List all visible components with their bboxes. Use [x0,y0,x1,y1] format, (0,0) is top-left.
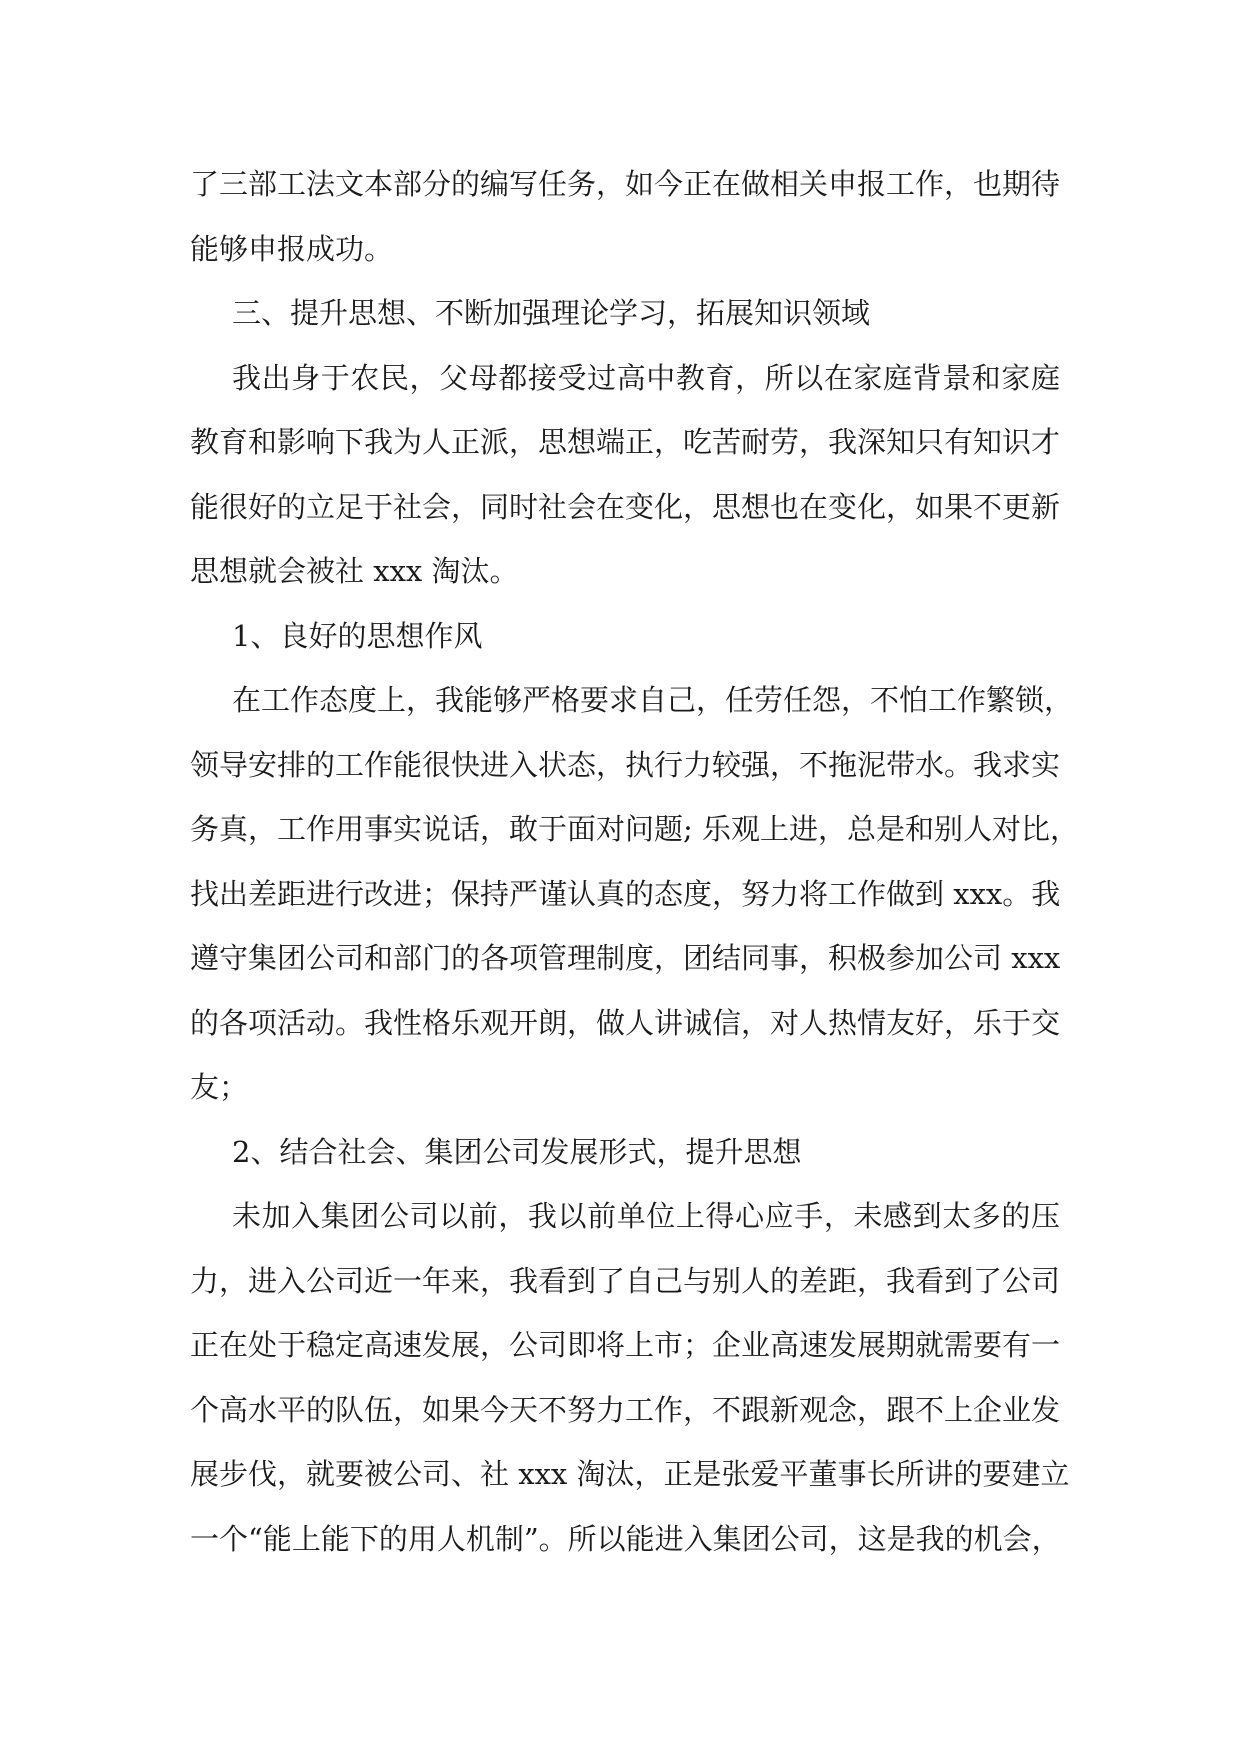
text-line: 思想就会被社 xxx 淘汰。 [190,554,519,588]
text-line: 能够申报成功。 [190,231,394,266]
text-line: 务真，工作用事实说话，敢于面对问题; 乐观上进，总是和别人对比， [190,812,1079,846]
text-line: 未加入集团公司以前，我以前单位上得心应手，未感到太多的压 [232,1199,1060,1233]
text-line: 找出差距进行改进；保持严谨认真的态度，努力将工作做到 xxx。我 [190,876,1061,911]
text-line: 了三部工法文本部分的编写任务，如今正在做相关申报工作，也期待 [190,167,1061,201]
subsection-heading: 2、结合社会、集团公司发展形式，提升思想 [232,1134,802,1169]
document-body [190,152,1079,1571]
subsection-heading: 1、良好的思想作风 [232,618,483,653]
text-line: 友； [190,1070,249,1104]
text-line: 我出身于农民，父母都接受过高中教育，所以在家庭背景和家庭 [232,360,1060,395]
text-line: 遵守集团公司和部门的各项管理制度，团结同事，积极参加公司 xxx [190,941,1061,975]
text-line: 一个“能上能下的用人机制”。所以能进入集团公司，这是我的机会， [190,1521,1061,1556]
text-line: 教育和影响下我为人正派，思想端正，吃苦耐劳，我深知只有知识才 [190,425,1061,459]
text-line: 能很好的立足于社会，同时社会在变化，思想也在变化，如果不更新 [190,489,1061,524]
section-heading: 三、提升思想、不断加强理论学习，拓展知识领域 [232,296,871,330]
text-line: 展步伐，就要被公司、社 xxx 淘汰，正是张爱平董事长所讲的要建立 [190,1457,1070,1491]
text-line: 正在处于稳定高速发展，公司即将上市；企业高速发展期就需要有一 [190,1328,1061,1362]
text-line: 的各项活动。我性格乐观开朗，做人讲诚信，对人热情友好，乐于交 [190,1005,1061,1040]
text-line: 力，进入公司近一年来，我看到了自己与别人的差距，我看到了公司 [190,1263,1061,1298]
text-line: 领导安排的工作能很快进入状态，执行力较强，不拖泥带水。我求实 [190,747,1061,782]
text-line: 个高水平的队伍，如果今天不努力工作，不跟新观念，跟不上企业发 [190,1392,1061,1427]
text-line: 在工作态度上，我能够严格要求自己，任劳任怨，不怕工作繁锁， [232,683,1074,717]
